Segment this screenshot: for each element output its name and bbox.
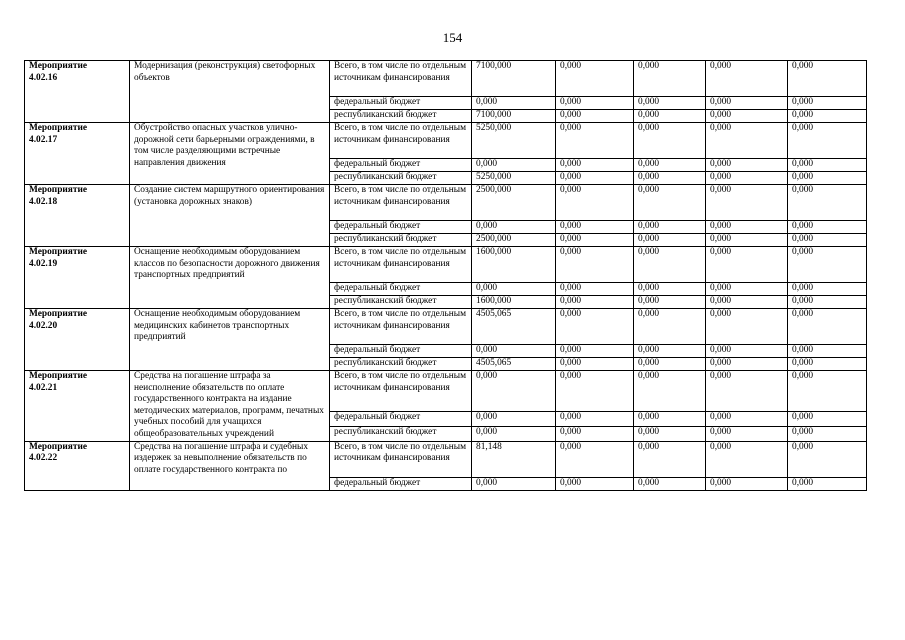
measure-id (25, 61, 130, 123)
funding-source: республиканский бюджет (330, 358, 472, 371)
total-row (25, 247, 867, 283)
amount-cell: 0,000 (472, 371, 556, 412)
measure-name: Модернизация (реконструкция) светофорных объектов (130, 61, 330, 123)
measure-id-label: Мероприятие (29, 247, 88, 257)
amount-cell: 0,000 (556, 61, 634, 97)
amount-cell: 0,000 (472, 411, 556, 426)
amount-cell: 0,000 (556, 345, 634, 358)
amount-cell: 0,000 (634, 296, 706, 309)
amount-cell: 0,000 (556, 426, 634, 441)
total-row (25, 371, 867, 412)
measure-id-number: 4.02.18 (29, 196, 58, 207)
amount-cell: 0,000 (788, 371, 867, 412)
funding-source: федеральный бюджет (330, 159, 472, 172)
funding-source: Всего, в том числе по отдельным источникам финансирования (330, 185, 472, 221)
amount-cell: 0,000 (472, 345, 556, 358)
amount-cell: 0,000 (634, 234, 706, 247)
amount-cell: 0,000 (706, 358, 788, 371)
total-row (25, 61, 867, 97)
amount-cell: 0,000 (634, 221, 706, 234)
amount-cell: 0,000 (706, 477, 788, 490)
measure-id-number: 4.02.22 (29, 453, 58, 464)
amount-cell: 0,000 (472, 477, 556, 490)
amount-cell: 0,000 (634, 185, 706, 221)
amount-cell: 4505,065 (472, 309, 556, 345)
amount-cell: 0,000 (634, 172, 706, 185)
measure-id (25, 247, 130, 309)
amount-cell: 0,000 (556, 247, 634, 283)
amount-cell: 0,000 (556, 159, 634, 172)
funding-source: федеральный бюджет (330, 411, 472, 426)
amount-cell: 0,000 (706, 296, 788, 309)
amount-cell: 0,000 (634, 358, 706, 371)
amount-cell: 0,000 (634, 110, 706, 123)
amount-cell: 0,000 (556, 283, 634, 296)
measure-id-number: 4.02.19 (29, 258, 58, 269)
amount-cell: 7100,000 (472, 61, 556, 97)
amount-cell: 0,000 (556, 221, 634, 234)
amount-cell: 0,000 (706, 411, 788, 426)
amount-cell: 0,000 (788, 110, 867, 123)
amount-cell: 0,000 (634, 345, 706, 358)
amount-cell: 0,000 (788, 234, 867, 247)
amount-cell: 2500,000 (472, 185, 556, 221)
funding-source: Всего, в том числе по отдельным источникам финансирования (330, 309, 472, 345)
measure-id (25, 371, 130, 442)
amount-cell: 0,000 (634, 426, 706, 441)
measure-id-label: Мероприятие (29, 309, 88, 319)
funding-source: Всего, в том числе по отдельным источникам финансирования (330, 441, 472, 477)
amount-cell: 0,000 (706, 97, 788, 110)
amount-cell: 0,000 (788, 296, 867, 309)
amount-cell: 0,000 (556, 296, 634, 309)
amount-cell: 0,000 (634, 97, 706, 110)
funding-source: республиканский бюджет (330, 234, 472, 247)
amount-cell: 0,000 (472, 283, 556, 296)
amount-cell: 0,000 (556, 309, 634, 345)
amount-cell: 0,000 (556, 411, 634, 426)
amount-cell: 0,000 (788, 309, 867, 345)
amount-cell: 0,000 (556, 172, 634, 185)
amount-cell: 0,000 (634, 159, 706, 172)
amount-cell: 0,000 (706, 123, 788, 159)
amount-cell: 0,000 (706, 172, 788, 185)
amount-cell: 0,000 (634, 247, 706, 283)
amount-cell: 0,000 (706, 371, 788, 412)
measure-id-label: Мероприятие (29, 61, 88, 71)
amount-cell: 0,000 (706, 185, 788, 221)
amount-cell: 0,000 (788, 345, 867, 358)
amount-cell: 5250,000 (472, 123, 556, 159)
measure-id-label: Мероприятие (29, 185, 88, 195)
amount-cell: 0,000 (706, 221, 788, 234)
funding-source: Всего, в том числе по отдельным источникам финансирования (330, 61, 472, 97)
amount-cell: 0,000 (472, 159, 556, 172)
amount-cell: 0,000 (788, 247, 867, 283)
funding-source: Всего, в том числе по отдельным источникам финансирования (330, 371, 472, 412)
amount-cell: 0,000 (556, 234, 634, 247)
amount-cell: 0,000 (706, 426, 788, 441)
amount-cell: 0,000 (788, 411, 867, 426)
amount-cell: 0,000 (634, 477, 706, 490)
amount-cell: 0,000 (556, 110, 634, 123)
funding-source: республиканский бюджет (330, 426, 472, 441)
measure-name: Средства на погашение штрафа и судебных издержек за невыполнение обязательств по оплате государственного контракта по (130, 441, 330, 490)
amount-cell: 2500,000 (472, 234, 556, 247)
amount-cell: 0,000 (706, 441, 788, 477)
amount-cell: 0,000 (788, 221, 867, 234)
measure-name: Оснащение необходимым оборудованием классов по безопасности дорожного движения транспортных предприятий (130, 247, 330, 309)
measure-id-number: 4.02.17 (29, 134, 58, 145)
amount-cell: 0,000 (634, 441, 706, 477)
amount-cell: 0,000 (634, 309, 706, 345)
amount-cell: 0,000 (634, 371, 706, 412)
amount-cell: 0,000 (788, 185, 867, 221)
amount-cell: 81,148 (472, 441, 556, 477)
measure-id-number: 4.02.20 (29, 320, 58, 331)
amount-cell: 0,000 (706, 283, 788, 296)
budget-table-body (25, 61, 867, 491)
measure-name: Оснащение необходимым оборудованием медицинских кабинетов транспортных предприятий (130, 309, 330, 371)
amount-cell: 0,000 (788, 97, 867, 110)
funding-source: республиканский бюджет (330, 110, 472, 123)
amount-cell: 0,000 (788, 123, 867, 159)
amount-cell: 5250,000 (472, 172, 556, 185)
amount-cell: 0,000 (634, 123, 706, 159)
page-number: 154 (442, 30, 463, 45)
amount-cell: 0,000 (706, 61, 788, 97)
amount-cell: 0,000 (788, 61, 867, 97)
amount-cell: 0,000 (706, 309, 788, 345)
measure-id-label: Мероприятие (29, 123, 88, 133)
amount-cell: 0,000 (788, 441, 867, 477)
measure-id (25, 123, 130, 185)
total-row (25, 309, 867, 345)
amount-cell: 0,000 (706, 345, 788, 358)
funding-source: федеральный бюджет (330, 345, 472, 358)
amount-cell: 0,000 (472, 97, 556, 110)
measure-name: Средства на погашение штрафа за неисполнение обязательств по оплате государственного контракта на издание методических материалов, программ, печатных учебных пособий для учащихся общеобразовательных учреждений (130, 371, 330, 442)
amount-cell: 0,000 (634, 61, 706, 97)
amount-cell: 0,000 (706, 159, 788, 172)
amount-cell: 0,000 (634, 411, 706, 426)
measure-id-number: 4.02.21 (29, 382, 58, 393)
measure-id (25, 441, 130, 490)
amount-cell: 0,000 (556, 371, 634, 412)
measure-name: Создание систем маршрутного ориентирования (установка дорожных знаков) (130, 185, 330, 247)
amount-cell: 7100,000 (472, 110, 556, 123)
measure-id (25, 309, 130, 371)
amount-cell: 0,000 (472, 426, 556, 441)
measure-id-label: Мероприятие (29, 371, 88, 381)
total-row (25, 123, 867, 159)
amount-cell: 0,000 (556, 477, 634, 490)
funding-source: Всего, в том числе по отдельным источникам финансирования (330, 123, 472, 159)
amount-cell: 0,000 (556, 97, 634, 110)
funding-source: республиканский бюджет (330, 172, 472, 185)
amount-cell: 4505,065 (472, 358, 556, 371)
budget-table (24, 60, 867, 491)
amount-cell: 0,000 (788, 477, 867, 490)
amount-cell: 0,000 (788, 426, 867, 441)
total-row (25, 441, 867, 477)
amount-cell: 0,000 (706, 110, 788, 123)
amount-cell: 0,000 (788, 159, 867, 172)
amount-cell: 0,000 (788, 172, 867, 185)
measure-name: Обустройство опасных участков улично-дорожной сети барьерными ограждениями, в том числе разделяющими встречные направления движения (130, 123, 330, 185)
amount-cell: 1600,000 (472, 296, 556, 309)
amount-cell: 0,000 (556, 123, 634, 159)
measure-id (25, 185, 130, 247)
total-row (25, 185, 867, 221)
amount-cell: 0,000 (706, 247, 788, 283)
amount-cell: 0,000 (788, 283, 867, 296)
funding-source: федеральный бюджет (330, 97, 472, 110)
funding-source: федеральный бюджет (330, 477, 472, 490)
amount-cell: 0,000 (788, 358, 867, 371)
funding-source: Всего, в том числе по отдельным источникам финансирования (330, 247, 472, 283)
amount-cell: 0,000 (556, 185, 634, 221)
funding-source: республиканский бюджет (330, 296, 472, 309)
measure-id-label: Мероприятие (29, 441, 88, 452)
funding-source: федеральный бюджет (330, 283, 472, 296)
amount-cell: 0,000 (556, 441, 634, 477)
amount-cell: 0,000 (706, 234, 788, 247)
funding-source: федеральный бюджет (330, 221, 472, 234)
amount-cell: 0,000 (472, 221, 556, 234)
amount-cell: 1600,000 (472, 247, 556, 283)
amount-cell: 0,000 (556, 358, 634, 371)
measure-id-number: 4.02.16 (29, 72, 58, 83)
amount-cell: 0,000 (634, 283, 706, 296)
